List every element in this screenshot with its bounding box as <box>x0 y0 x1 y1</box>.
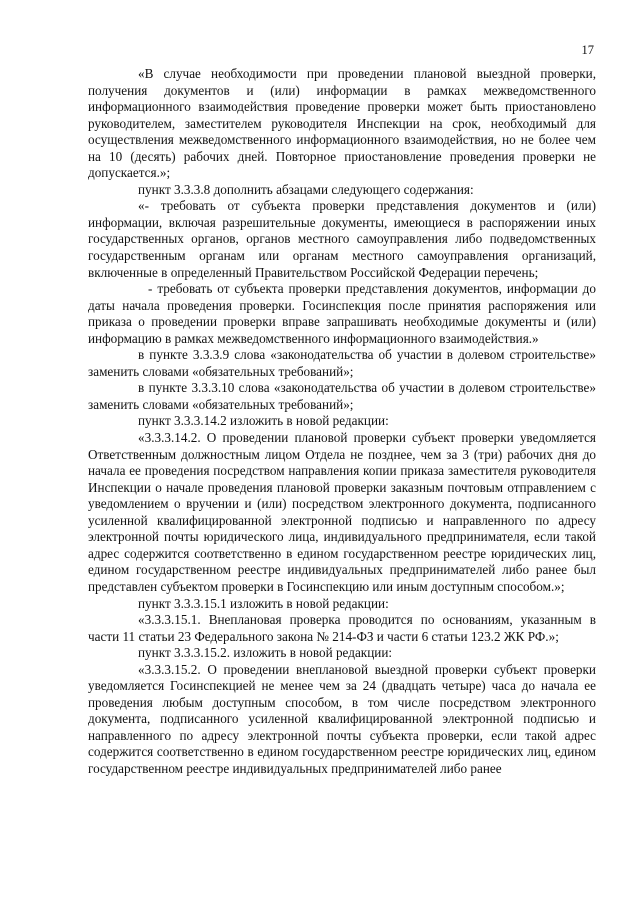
paragraph-3-3-3-15-1-intro: пункт 3.3.3.15.1 изложить в новой редакции: <box>138 595 389 611</box>
paragraph-3-3-3-14-2-intro: пункт 3.3.3.14.2 изложить в новой редакции: <box>138 413 389 429</box>
paragraph-3-3-3-8-item-2: - требовать от субъекта проверки представления документов, информации до даты начала проведения проверки. Госинспекция после принятия распоряжения или приказа о проведении проверки вправе запрашивать необходимые документы и (или) информацию в рамках межведомственного информационного взаимодействия.» <box>88 281 596 346</box>
page-number: 17 <box>581 43 594 57</box>
paragraph-3-3-3-10: в пункте 3.3.3.10 слова «законодательства об участии в долевом строительстве» заменить словами «обязательных требований»; <box>88 380 596 412</box>
paragraph-3-3-3-15-2-intro: пункт 3.3.3.15.2. изложить в новой редакции: <box>138 645 393 661</box>
paragraph-suspension-clause: «В случае необходимости при проведении плановой выездной проверки, получения документов и (или) информации в рамках межведомственного информационного взаимодействия проведение проверки может быть приостановлено руководителем, заместителем руководителя Инспекции на срок, необходимый для осуществления межведомственного информационного взаимодействия, но не более чем на 10 (десять) рабочих дней. Повторное приостановление проведения проверки не допускается.»; <box>88 66 596 181</box>
paragraph-3-3-3-14-2-text: «3.3.3.14.2. О проведении плановой проверки субъект проверки уведомляется Ответственным должностным лицом Отдела не позднее, чем за 3 (три) рабочих дня до начала ее проведения посредством направления копии приказа заместителя руководителя Инспекции о начале проведения плановой проверки заказным почтовым отправлением с уведомлением о вручении и (или) посредством электронного документа, подписанного усиленной квалифицированной электронной подписью и направленного по адресу электронной почты юридического лица, индивидуального предпринимателя, если такой адрес содержится соответственно в едином государственном реестре юридических лиц, едином государственном реестре индивидуальных предпринимателей либо ранее был представлен субъектом проверки в Госинспекцию или иным доступным способом.»; <box>88 430 596 594</box>
paragraph-3-3-3-8-item-1: «- требовать от субъекта проверки представления документов и (или) информации, включая разрешительные документы, имеющиеся в распоряжении иных государственных органов, органов местного самоуправления либо подведомственных государственным органам или органам местного самоуправления организаций, включенные в определенный Правительством Российской Федерации перечень; <box>88 198 596 280</box>
document-body <box>88 66 596 778</box>
paragraph-3-3-3-9: в пункте 3.3.3.9 слова «законодательства об участии в долевом строительстве» заменить словами «обязательных требований»; <box>88 347 596 379</box>
paragraph-3-3-3-15-2-text: «3.3.3.15.2. О проведении внеплановой выездной проверки субъект проверки уведомляется Госинспекцией не менее чем за 24 (двадцать четыре) часа до начала ее проведения любым доступным способом, в том числе посредством электронного документа, подписанного усиленной квалифицированной электронной подписью и направленного по адресу электронной почты субъекта проверки, если такой адрес содержится соответственно в едином государственном реестре юридических лиц, едином государственном реестре индивидуальных предпринимателей либо ранее <box>88 661 596 776</box>
paragraph-3-3-3-8-intro: пункт 3.3.3.8 дополнить абзацами следующего содержания: <box>138 181 474 197</box>
paragraph-3-3-3-15-1-text: «3.3.3.15.1. Внеплановая проверка проводится по основаниям, указанным в части 11 статьи 23 Федерального закона № 214-ФЗ и части 6 статьи 123.2 ЖК РФ.»; <box>88 612 596 644</box>
